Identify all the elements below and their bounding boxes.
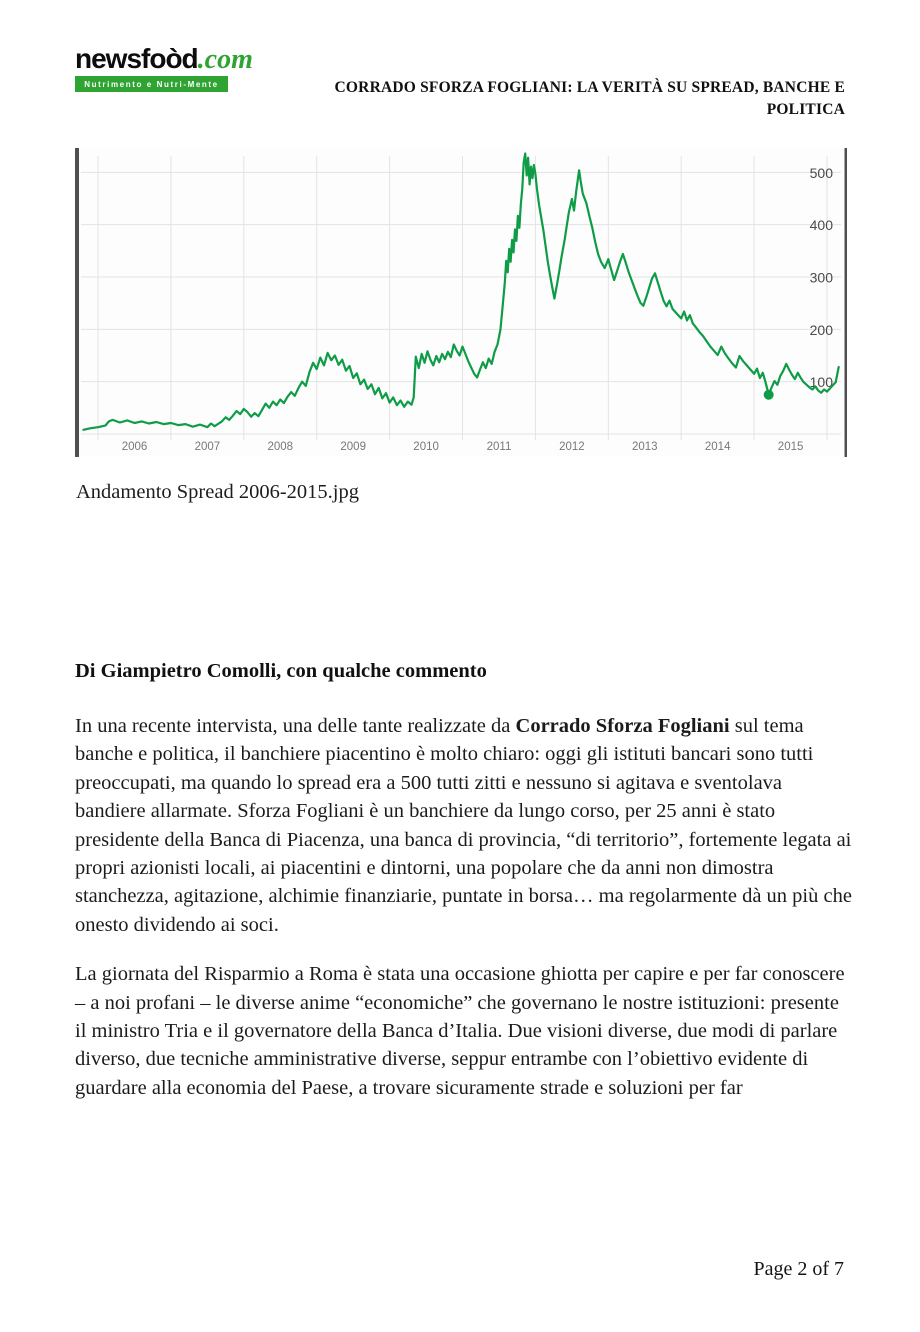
logo-tld: .com — [197, 44, 253, 75]
svg-text:2010: 2010 — [413, 441, 439, 453]
svg-text:2015: 2015 — [777, 441, 804, 453]
paragraph-1: In una recente intervista, una delle tante realizzate da Corrado Sforza Fogliani sul tema banche e politica, il banchiere piacentino è molto chiaro: oggi gli istituti bancari sono tutti preoccupati, ma quando lo spread era a 500 tutti zitti e nessuno si agitava e sventolava bandiere allarmate. Sforza Fogliani è un banchiere da lungo corso, per 25 anni è stato presidente della Banca di Piacenza, una banca di provincia, “di territorio”, fortemente legata ai propri azionisti locali, ai piacentini e dintorni, una popolare che da anni non dimostra stanchezza, agitazione, alchimie finanziarie, puntate in borsa… ma regolarmente dà un più che onesto dividendo ai soci. — [75, 715, 852, 936]
svg-text:200: 200 — [809, 321, 833, 338]
article-body — [75, 712, 853, 1123]
svg-text:300: 300 — [809, 269, 833, 286]
svg-text:2012: 2012 — [559, 441, 585, 453]
logo-wordmark — [75, 44, 253, 75]
newsfood-logo — [75, 44, 253, 92]
svg-text:2006: 2006 — [121, 441, 148, 453]
logo-word: newsfoòd — [75, 43, 198, 74]
document-title: CORRADO SFORZA FOGLIANI: LA VERITÀ SU SPREAD, BANCHE E POLITICA — [334, 79, 845, 118]
svg-text:2007: 2007 — [194, 441, 221, 453]
svg-text:500: 500 — [809, 164, 833, 181]
logo-tagline: Nutrimento e Nutri-Mente — [84, 80, 219, 89]
svg-text:2008: 2008 — [267, 441, 294, 453]
svg-text:100: 100 — [809, 374, 833, 391]
svg-text:2014: 2014 — [704, 441, 731, 453]
page-number: Page 2 of 7 — [753, 1258, 844, 1280]
svg-text:2013: 2013 — [632, 441, 658, 453]
svg-text:2009: 2009 — [340, 441, 366, 453]
svg-text:400: 400 — [809, 217, 833, 234]
spread-chart-figure — [75, 148, 847, 457]
logo-tagline-bar — [75, 76, 228, 92]
figure-caption: Andamento Spread 2006-2015.jpg — [76, 481, 359, 503]
svg-text:2011: 2011 — [486, 441, 512, 453]
paragraph-2: La giornata del Risparmio a Roma è stata una occasione ghiotta per capire e per far conoscere – a noi profani – le diverse anime “economiche” che governano le nostre istituzioni: presente il ministro Tria e il governatore della Banca d’Italia. Due visioni diverse, due modi di parlare diverso, due tecniche amministrative diverse, seppur entrambe con l’obiettivo evidente di guardare alla economia del Paese, a trovare sicuramente strade e soluzioni per far — [75, 963, 845, 1099]
article-byline: Di Giampietro Comolli, con qualche commento — [75, 660, 487, 682]
spread-chart-svg — [75, 148, 847, 457]
